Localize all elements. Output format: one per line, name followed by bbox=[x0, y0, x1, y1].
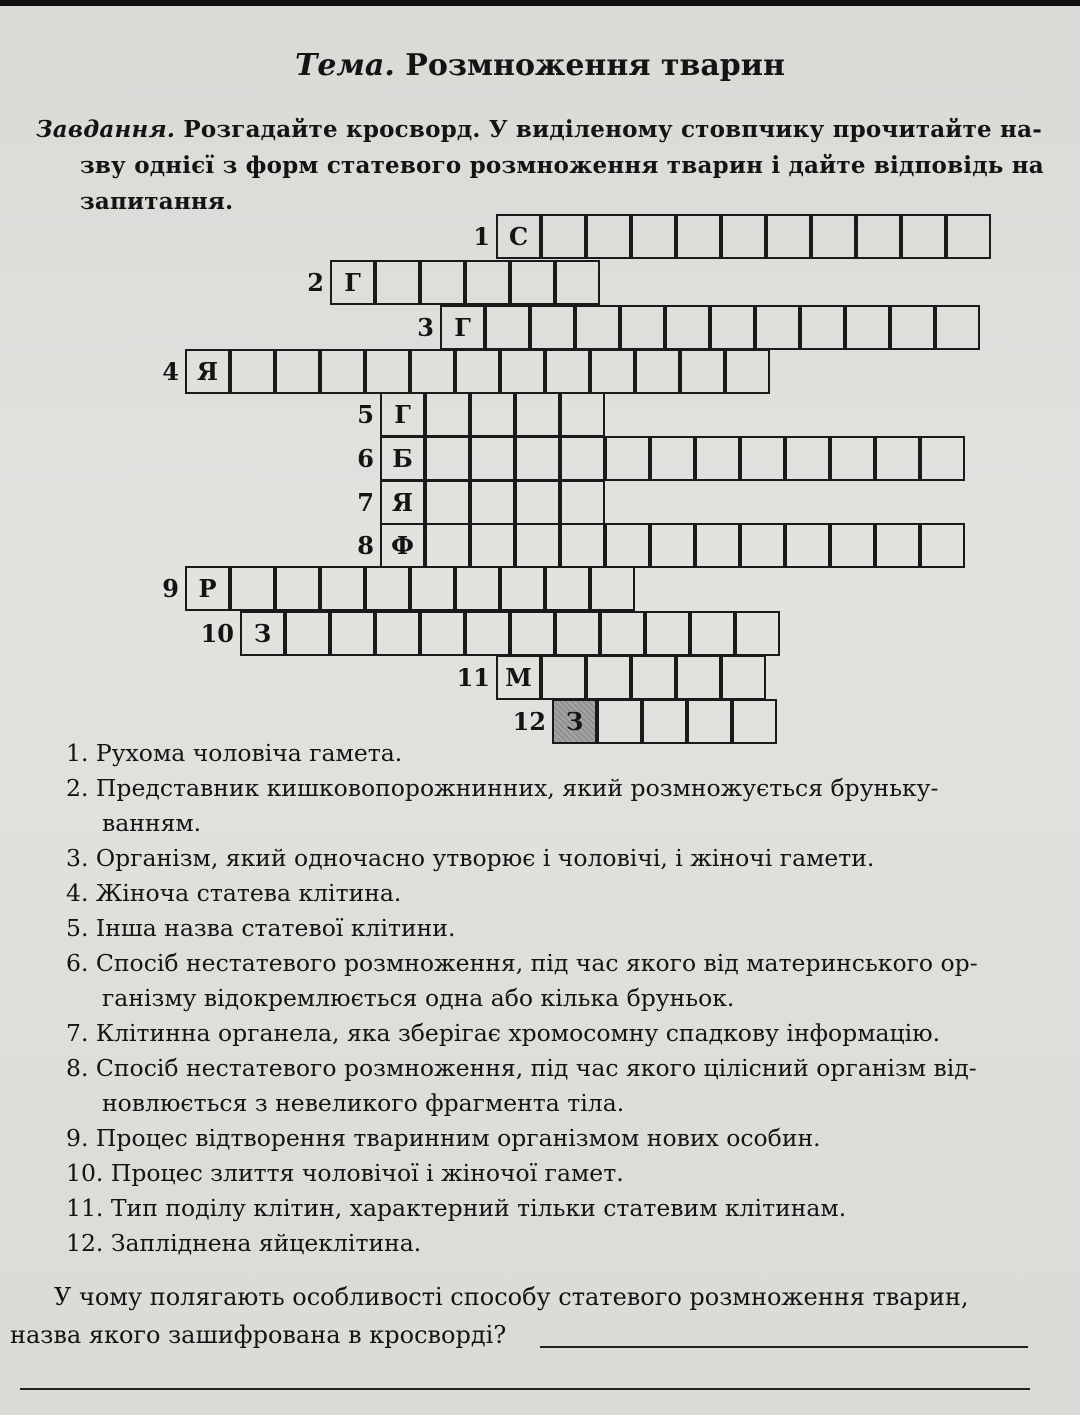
task-line-3: запитання. bbox=[80, 188, 234, 215]
task-line-1: Розгадайте кросворд. У виділеному стовпчику прочитайте на- bbox=[183, 116, 1042, 143]
clue-item-text: Рухома чоловіча гамета. bbox=[95, 739, 403, 767]
crossword-cell[interactable] bbox=[721, 214, 766, 259]
clue-item-continuation: ванням. bbox=[102, 809, 202, 837]
clue-item-text: Спосіб нестатевого розмноження, під час якого від материнського ор- bbox=[95, 949, 978, 977]
crossword-cell[interactable] bbox=[721, 655, 766, 700]
crossword-cell[interactable] bbox=[735, 611, 780, 656]
clue-item-continuation: новлюється з невеликого фрагмента тіла. bbox=[102, 1089, 625, 1117]
clue-item bbox=[66, 736, 1046, 771]
crossword-cell[interactable]: Ф bbox=[380, 523, 425, 568]
crossword-cell[interactable] bbox=[665, 305, 710, 350]
crossword-cell[interactable] bbox=[510, 611, 555, 656]
crossword-cell[interactable] bbox=[425, 480, 470, 525]
crossword-cell[interactable] bbox=[695, 436, 740, 481]
clue-item-number: 6. bbox=[66, 949, 89, 977]
crossword-cell[interactable] bbox=[785, 523, 830, 568]
crossword-cell[interactable] bbox=[470, 480, 515, 525]
clue-item-text: Запліднена яйцеклітина. bbox=[110, 1229, 422, 1257]
crossword-cell[interactable]: С bbox=[496, 214, 541, 259]
crossword-cell[interactable] bbox=[545, 566, 590, 611]
clue-item bbox=[66, 1156, 1046, 1191]
crossword-cell[interactable] bbox=[650, 523, 695, 568]
clue-item-text: Жіноча статева клітина. bbox=[95, 879, 402, 907]
crossword-cell[interactable] bbox=[575, 305, 620, 350]
crossword-cell[interactable] bbox=[285, 611, 330, 656]
crossword-cell[interactable]: Г bbox=[330, 260, 375, 305]
clue-item-text: Процес злиття чоловічої і жіночої гамет. bbox=[110, 1159, 624, 1187]
crossword-cell[interactable] bbox=[631, 214, 676, 259]
crossword-cell[interactable] bbox=[901, 214, 946, 259]
crossword-cell[interactable] bbox=[500, 349, 545, 394]
crossword-cell[interactable] bbox=[605, 523, 650, 568]
crossword-cell[interactable] bbox=[605, 436, 650, 481]
crossword-cell[interactable] bbox=[560, 436, 605, 481]
crossword-cell[interactable] bbox=[800, 305, 845, 350]
crossword-cell[interactable] bbox=[586, 655, 631, 700]
crossword-cell[interactable]: З bbox=[240, 611, 285, 656]
crossword-cell[interactable] bbox=[650, 436, 695, 481]
crossword-cell[interactable]: Я bbox=[380, 480, 425, 525]
crossword-cell[interactable] bbox=[935, 305, 980, 350]
clue-item-text: Спосіб нестатевого розмноження, під час якого цілісний організм від- bbox=[95, 1054, 977, 1082]
clue-item-number: 9. bbox=[66, 1124, 89, 1152]
clue-item-text: Процес відтворення тваринним організмом нових особин. bbox=[95, 1124, 821, 1152]
crossword-cell[interactable]: Р bbox=[185, 566, 230, 611]
crossword-cell[interactable] bbox=[740, 523, 785, 568]
page-title bbox=[0, 48, 1080, 83]
title-text: Розмноження тварин bbox=[405, 48, 785, 83]
title-prefix: Тема. bbox=[295, 48, 395, 83]
crossword-cell[interactable] bbox=[541, 214, 586, 259]
clue-item-number: 8. bbox=[66, 1054, 89, 1082]
clue-item-number: 12. bbox=[66, 1229, 104, 1257]
crossword-cell[interactable] bbox=[631, 655, 676, 700]
crossword-cell[interactable] bbox=[470, 436, 515, 481]
clue-item bbox=[66, 946, 1046, 1016]
clue-item bbox=[66, 911, 1046, 946]
clue-number: 4 bbox=[162, 357, 179, 386]
crossword-cell[interactable] bbox=[500, 566, 545, 611]
clue-item-number: 7. bbox=[66, 1019, 89, 1047]
crossword-cell[interactable] bbox=[920, 523, 965, 568]
crossword-cell[interactable] bbox=[545, 349, 590, 394]
clue-item-number: 2. bbox=[66, 774, 89, 802]
clue-number: 10 bbox=[200, 619, 234, 648]
clue-item-continuation: ганізму відокремлюється одна або кілька бруньок. bbox=[102, 984, 735, 1012]
crossword-cell[interactable] bbox=[275, 566, 320, 611]
crossword-cell[interactable] bbox=[365, 349, 410, 394]
crossword-cell[interactable] bbox=[515, 436, 560, 481]
clue-item-text: Організм, який одночасно утворює і чоловічі, і жіночі гамети. bbox=[95, 844, 875, 872]
crossword-cell[interactable] bbox=[845, 305, 890, 350]
crossword-cell[interactable] bbox=[230, 566, 275, 611]
crossword-cell[interactable] bbox=[410, 349, 455, 394]
clue-item bbox=[66, 1016, 1046, 1051]
crossword-cell[interactable] bbox=[875, 523, 920, 568]
clue-number: 11 bbox=[456, 663, 490, 692]
crossword-cell[interactable] bbox=[470, 523, 515, 568]
clue-item bbox=[66, 876, 1046, 911]
crossword-cell[interactable] bbox=[785, 436, 830, 481]
crossword-cell[interactable] bbox=[645, 611, 690, 656]
crossword-cell[interactable]: М bbox=[496, 655, 541, 700]
crossword-cell[interactable] bbox=[710, 305, 755, 350]
crossword-cell[interactable] bbox=[425, 392, 470, 437]
crossword-cell[interactable] bbox=[680, 349, 725, 394]
crossword-cell[interactable] bbox=[830, 436, 875, 481]
crossword-cell[interactable] bbox=[365, 566, 410, 611]
crossword-cell[interactable] bbox=[465, 260, 510, 305]
crossword-cell[interactable] bbox=[560, 480, 605, 525]
crossword-cell[interactable]: Г bbox=[440, 305, 485, 350]
task-label: Завдання. bbox=[36, 116, 176, 143]
crossword-cell[interactable] bbox=[455, 566, 500, 611]
crossword-cell[interactable] bbox=[635, 349, 680, 394]
crossword-cell[interactable] bbox=[555, 260, 600, 305]
crossword-cell[interactable] bbox=[375, 260, 420, 305]
clue-number: 6 bbox=[357, 444, 374, 473]
clue-number: 7 bbox=[357, 488, 374, 517]
crossword-cell[interactable] bbox=[725, 349, 770, 394]
crossword-cell[interactable] bbox=[541, 655, 586, 700]
crossword-cell[interactable] bbox=[811, 214, 856, 259]
crossword-cell[interactable] bbox=[690, 611, 735, 656]
crossword-cell[interactable] bbox=[320, 349, 365, 394]
crossword-cell[interactable] bbox=[515, 523, 560, 568]
question-line-1: У чому полягають особливості способу статевого розмноження тварин, bbox=[54, 1283, 969, 1311]
question-line-2: назва якого зашифрована в кросворді? bbox=[10, 1321, 507, 1349]
crossword-cell[interactable] bbox=[470, 392, 515, 437]
crossword-cell[interactable] bbox=[410, 566, 455, 611]
crossword-key-cell[interactable]: З bbox=[552, 699, 597, 744]
crossword-cell[interactable] bbox=[455, 349, 500, 394]
task-instructions bbox=[36, 112, 1056, 220]
clue-item bbox=[66, 1051, 1046, 1121]
crossword-cell[interactable] bbox=[375, 611, 420, 656]
clue-number: 8 bbox=[357, 531, 374, 560]
clue-item bbox=[66, 771, 1046, 841]
crossword-cell[interactable] bbox=[420, 260, 465, 305]
clue-item-number: 1. bbox=[66, 739, 89, 767]
clue-item-number: 5. bbox=[66, 914, 89, 942]
task-line-2: зву однієї з форм статевого розмноження тварин і дайте відповідь на bbox=[80, 152, 1044, 179]
clue-number: 9 bbox=[162, 574, 179, 603]
top-border bbox=[0, 0, 1080, 6]
crossword-cell[interactable] bbox=[425, 523, 470, 568]
crossword-cell[interactable] bbox=[830, 523, 875, 568]
crossword-cell[interactable] bbox=[620, 305, 665, 350]
clue-item-number: 11. bbox=[66, 1194, 104, 1222]
crossword-cell[interactable] bbox=[890, 305, 935, 350]
answer-line[interactable] bbox=[540, 1346, 1028, 1348]
clue-number: 5 bbox=[357, 400, 374, 429]
crossword-cell[interactable] bbox=[320, 566, 365, 611]
crossword-cell[interactable] bbox=[600, 611, 645, 656]
clue-item-text: Тип поділу клітин, характерний тільки статевим клітинам. bbox=[110, 1194, 847, 1222]
clue-item bbox=[66, 1226, 1046, 1261]
clue-item-number: 10. bbox=[66, 1159, 104, 1187]
crossword-cell[interactable] bbox=[695, 523, 740, 568]
crossword-cell[interactable] bbox=[420, 611, 465, 656]
crossword-cell[interactable] bbox=[425, 436, 470, 481]
crossword-cell[interactable] bbox=[586, 214, 631, 259]
crossword-cell[interactable] bbox=[875, 436, 920, 481]
crossword-cell[interactable]: Б bbox=[380, 436, 425, 481]
clue-item-text: Представник кишковопорожнинних, який розмножується бруньку- bbox=[95, 774, 939, 802]
crossword-cell[interactable] bbox=[590, 349, 635, 394]
crossword-cell[interactable] bbox=[946, 214, 991, 259]
crossword-cell[interactable] bbox=[230, 349, 275, 394]
clue-item bbox=[66, 1191, 1046, 1226]
crossword-cell[interactable] bbox=[560, 523, 605, 568]
crossword-cell[interactable] bbox=[676, 655, 721, 700]
clue-number: 3 bbox=[417, 313, 434, 342]
crossword-cell[interactable] bbox=[766, 214, 811, 259]
crossword-cell[interactable] bbox=[510, 260, 555, 305]
crossword-cell[interactable] bbox=[590, 566, 635, 611]
crossword-cell[interactable] bbox=[856, 214, 901, 259]
final-question bbox=[10, 1278, 1040, 1354]
crossword-cell[interactable] bbox=[530, 305, 575, 350]
crossword-cell[interactable] bbox=[515, 392, 560, 437]
crossword-cell[interactable]: Я bbox=[185, 349, 230, 394]
crossword-cell[interactable] bbox=[555, 611, 600, 656]
clue-item-text: Клітинна органела, яка зберігає хромосомну спадкову інформацію. bbox=[95, 1019, 941, 1047]
crossword-cell[interactable] bbox=[515, 480, 560, 525]
crossword-cell[interactable] bbox=[485, 305, 530, 350]
crossword-cell[interactable] bbox=[560, 392, 605, 437]
crossword-cell[interactable] bbox=[330, 611, 375, 656]
crossword-cell[interactable]: Г bbox=[380, 392, 425, 437]
crossword-cell[interactable] bbox=[275, 349, 320, 394]
clue-number: 12 bbox=[512, 707, 546, 736]
clue-item-text: Інша назва статевої клітини. bbox=[95, 914, 456, 942]
clue-list bbox=[66, 736, 1046, 1261]
crossword-cell[interactable] bbox=[920, 436, 965, 481]
crossword-cell[interactable] bbox=[740, 436, 785, 481]
clue-number: 1 bbox=[473, 222, 490, 251]
crossword-cell[interactable] bbox=[755, 305, 800, 350]
clue-item bbox=[66, 841, 1046, 876]
clue-item bbox=[66, 1121, 1046, 1156]
crossword-cell[interactable] bbox=[676, 214, 721, 259]
clue-number: 2 bbox=[307, 268, 324, 297]
clue-item-number: 4. bbox=[66, 879, 89, 907]
answer-line[interactable] bbox=[20, 1388, 1030, 1390]
crossword-cell[interactable] bbox=[465, 611, 510, 656]
clue-item-number: 3. bbox=[66, 844, 89, 872]
